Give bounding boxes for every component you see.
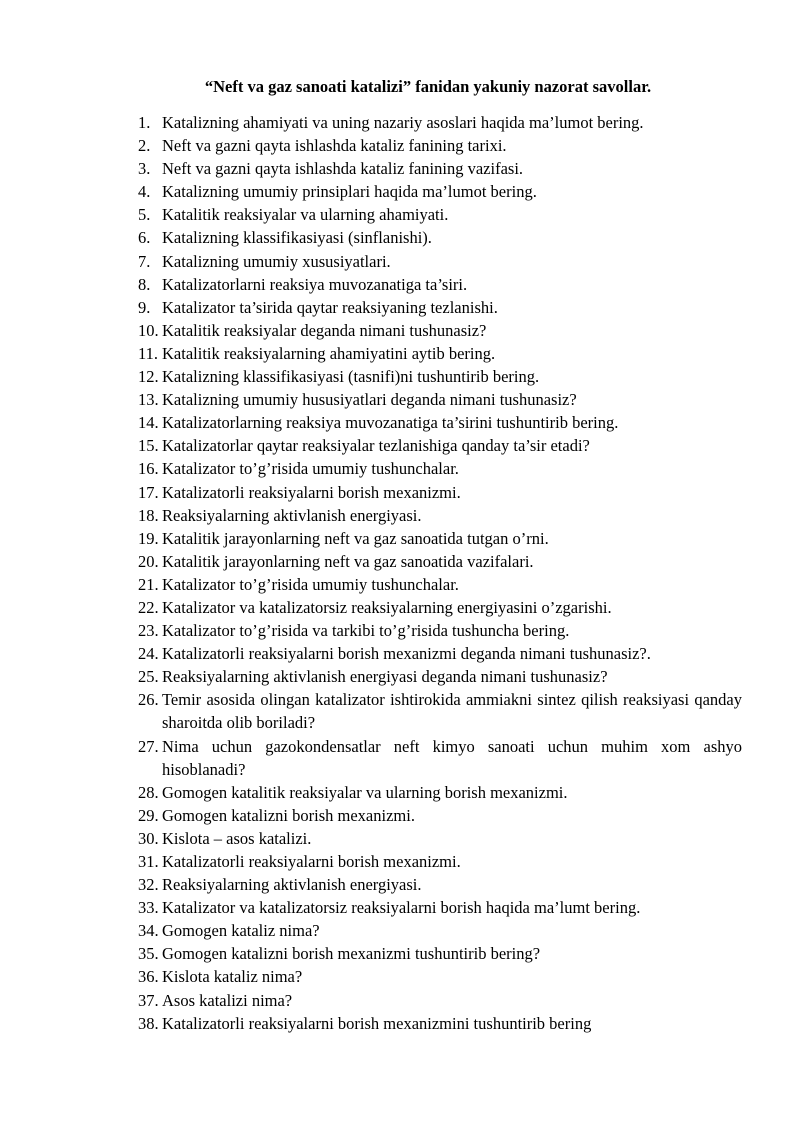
question-text: Temir asosida olingan katalizator ishtirokida ammiakni sintez qilish reaksiyasi qanday sharoitda olib boriladi?	[162, 690, 742, 733]
question-item	[138, 527, 742, 550]
question-number: 38.	[138, 1013, 159, 1033]
question-item	[138, 1012, 742, 1035]
question-number: 23.	[138, 621, 159, 641]
question-number: 25.	[138, 667, 159, 687]
document-title: “Neft va gaz sanoati katalizi” fanidan yakuniy nazorat savollar.	[204, 77, 652, 96]
question-number: 36.	[138, 967, 159, 987]
question-number: 34.	[138, 921, 159, 941]
question-text: Katalitik reaksiyalar va ularning ahamiyati.	[162, 205, 449, 225]
question-text: Neft va gazni qayta ishlashda kataliz fanining tarixi.	[162, 136, 507, 156]
question-text: Neft va gazni qayta ishlashda kataliz fanining vazifasi.	[162, 159, 524, 179]
question-number: 22.	[138, 597, 159, 617]
question-number: 11.	[138, 343, 159, 363]
question-item	[138, 111, 742, 134]
question-number: 32.	[138, 875, 159, 895]
question-item	[138, 319, 742, 342]
question-item	[138, 596, 742, 619]
question-text: Katalizator ta’sirida qaytar reaksiyaning tezlanishi.	[162, 297, 498, 317]
question-item	[138, 157, 742, 180]
question-item	[138, 481, 742, 504]
question-text: Reaksiyalarning aktivlanish energiyasi.	[162, 875, 422, 895]
question-number: 19.	[138, 528, 159, 548]
question-item	[138, 250, 742, 273]
question-text: Katalizning klassifikasiyasi (tasnifi)ni tushuntirib bering.	[162, 367, 540, 387]
question-text: Katalizator to’g’risida va tarkibi to’g’risida tushuncha bering.	[162, 621, 570, 641]
question-item	[138, 180, 742, 203]
question-item	[138, 203, 742, 226]
question-text: Katalizning umumiy prinsiplari haqida ma’lumot bering.	[162, 182, 537, 202]
question-text: Katalizning klassifikasiyasi (sinflanishi).	[162, 228, 432, 248]
question-item	[138, 665, 742, 688]
question-item	[138, 273, 742, 296]
question-number: 6.	[138, 228, 151, 248]
question-item	[138, 226, 742, 249]
question-number: 33.	[138, 898, 159, 918]
question-item	[138, 342, 742, 365]
question-text: Kislota kataliz nima?	[162, 967, 303, 987]
question-text: Reaksiyalarning aktivlanish energiyasi deganda nimani tushunasiz?	[162, 667, 608, 687]
question-text: Kislota – asos katalizi.	[162, 828, 312, 848]
question-text: Katalitik jarayonlarning neft va gaz sanoatida tutgan o’rni.	[162, 528, 549, 548]
question-item	[138, 989, 742, 1012]
question-text: Katalitik jarayonlarning neft va gaz sanoatida vazifalari.	[162, 551, 534, 571]
question-item	[138, 965, 742, 988]
question-text: Gomogen katalizni borish mexanizmi tushuntirib bering?	[162, 944, 541, 964]
question-text: Katalizning umumiy xususiyatlari.	[162, 251, 391, 271]
question-number: 5.	[138, 205, 151, 225]
question-item	[138, 781, 742, 804]
question-item	[138, 619, 742, 642]
question-item	[138, 296, 742, 319]
question-item	[138, 919, 742, 942]
question-list	[138, 111, 742, 1035]
question-number: 29.	[138, 805, 159, 825]
question-text: Katalizatorli reaksiyalarni borish mexanizmi.	[162, 852, 461, 871]
question-number: 17.	[138, 482, 159, 502]
question-text: Katalizator va katalizatorsiz reaksiyalarni borish haqida ma’lumt bering.	[162, 898, 641, 918]
question-text: Katalitik reaksiyalar deganda nimani tushunasiz?	[162, 320, 487, 340]
question-number: 9.	[138, 297, 151, 317]
question-item	[138, 457, 742, 480]
question-text: Katalizator va katalizatorsiz reaksiyalarning energiyasini o’zgarishi.	[162, 597, 612, 617]
question-number: 8.	[138, 274, 151, 294]
question-number: 20.	[138, 551, 159, 571]
question-item	[138, 688, 742, 734]
question-number: 18.	[138, 505, 159, 525]
question-text: Katalizatorlarni reaksiya muvozanatiga ta’siri.	[162, 274, 468, 294]
question-text: Katalizatorli reaksiyalarni borish mexanizmi.	[162, 482, 461, 502]
question-text: Gomogen katalizni borish mexanizmi.	[162, 805, 415, 825]
question-text: Katalizator to’g’risida umumiy tushunchalar.	[162, 574, 459, 594]
question-text: Katalizatorlarning reaksiya muvozanatiga ta’sirini tushuntirib bering.	[162, 413, 619, 433]
question-number: 31.	[138, 852, 159, 871]
question-text: Katalizator to’g’risida umumiy tushunchalar.	[162, 459, 459, 479]
question-number: 16.	[138, 459, 159, 479]
question-item	[138, 642, 742, 665]
question-text: Reaksiyalarning aktivlanish energiyasi.	[162, 505, 422, 525]
question-number: 28.	[138, 782, 159, 802]
question-number: 30.	[138, 828, 159, 848]
question-item	[138, 573, 742, 596]
question-item	[138, 735, 742, 781]
question-number: 13.	[138, 390, 159, 410]
question-number: 37.	[138, 990, 159, 1010]
question-item	[138, 550, 742, 573]
question-number: 35.	[138, 944, 159, 964]
question-number: 24.	[138, 644, 159, 664]
question-text: Katalizatorlar qaytar reaksiyalar tezlanishiga qanday ta’sir etadi?	[162, 436, 590, 456]
question-item	[138, 827, 742, 850]
question-number: 2.	[138, 136, 151, 156]
question-item	[138, 434, 742, 457]
question-number: 14.	[138, 413, 159, 433]
question-item	[138, 134, 742, 157]
question-text: Katalizatorli reaksiyalarni borish mexanizmini tushuntirib bering	[162, 1013, 592, 1033]
question-number: 27.	[138, 736, 159, 756]
question-item	[138, 942, 742, 965]
question-text: Gomogen katalitik reaksiyalar va ularning borish mexanizmi.	[162, 782, 568, 802]
question-text: Katalizatorli reaksiyalarni borish mexanizmi deganda nimani tushunasiz?.	[162, 644, 651, 664]
question-item	[138, 896, 742, 919]
question-number: 10.	[138, 320, 159, 340]
question-item	[138, 365, 742, 388]
question-item	[138, 873, 742, 896]
question-text: Katalizning ahamiyati va uning nazariy asoslari haqida ma’lumot bering.	[162, 113, 644, 132]
question-number: 15.	[138, 436, 159, 456]
question-item	[138, 850, 742, 873]
question-text: Katalizning umumiy hususiyatlari deganda nimani tushunasiz?	[162, 390, 577, 410]
question-number: 12.	[138, 367, 159, 387]
question-number: 1.	[138, 113, 151, 132]
question-text: Nima uchun gazokondensatlar neft kimyo sanoati uchun muhim xom ashyo hisoblanadi?	[162, 736, 742, 779]
question-item	[138, 504, 742, 527]
question-text: Asos katalizi nima?	[162, 990, 293, 1010]
question-number: 3.	[138, 159, 151, 179]
question-text: Gomogen kataliz nima?	[162, 921, 320, 941]
question-item	[138, 411, 742, 434]
question-item	[138, 804, 742, 827]
question-item	[138, 388, 742, 411]
question-text: Katalitik reaksiyalarning ahamiyatini aytib bering.	[162, 343, 496, 363]
question-number: 21.	[138, 574, 159, 594]
question-number: 26.	[138, 690, 159, 710]
question-number: 4.	[138, 182, 151, 202]
question-number: 7.	[138, 251, 151, 271]
